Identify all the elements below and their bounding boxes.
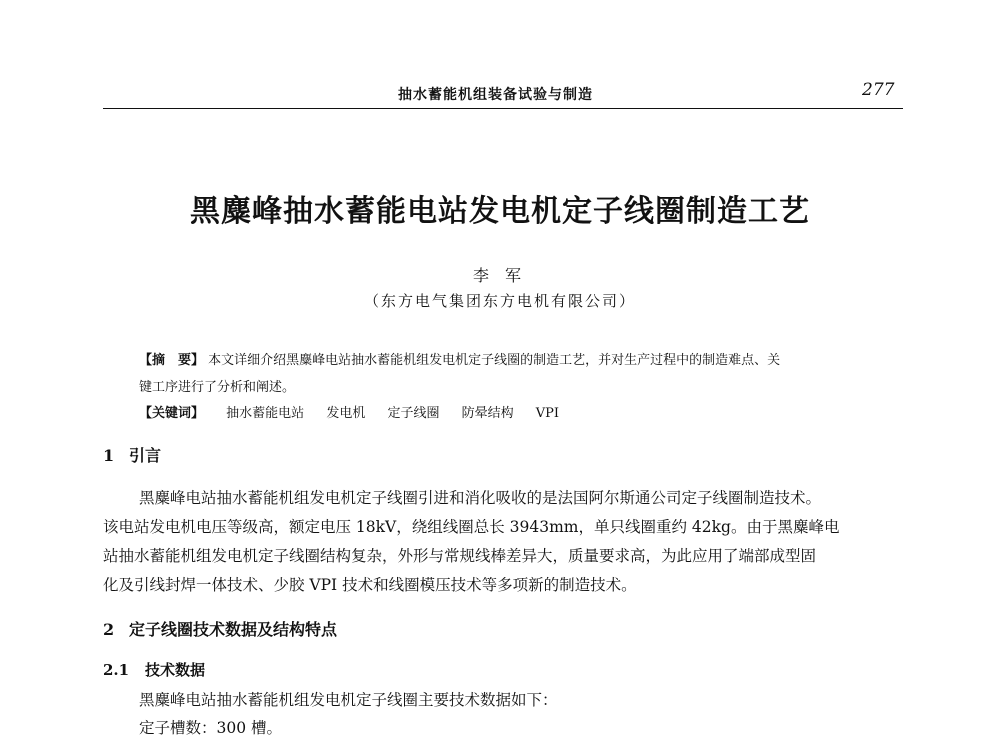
keyword-item: VPI [535,406,560,421]
keyword-item: 定子线圈 [387,406,440,421]
header-rule [103,108,903,109]
section-title: 引言 [129,446,162,465]
paragraph-line: 该电站发电机电压等级高，额定电压 18kV，绕组线圈总长 3943mm，单只线圈重约 42kg。由于黑麋峰电 [103,518,840,536]
paragraph-line: 定子槽数：300 槽。 [139,719,283,737]
page-number: 277 [862,80,895,100]
subsection-2-1-heading [103,659,205,680]
paragraph-line: 站抽水蓄能机组发电机定子线圈结构复杂，外形与常规线棒差异大，质量要求高，为此应用了端部成型固 [103,547,817,565]
abstract-text-line2: 键工序进行了分析和阐述。 [139,380,296,395]
subsection-number: 2.1 [103,661,130,679]
section-1-heading [103,443,161,466]
keywords [139,402,559,421]
paragraph-line: 黑麋峰电站抽水蓄能机组发电机定子线圈引进和消化吸收的是法国阿尔斯通公司定子线圈制造技术。 [139,489,822,507]
section-title: 定子线圈技术数据及结构特点 [129,620,338,639]
article-title: 黑麋峰抽水蓄能电站发电机定子线圈制造工艺 [190,194,810,229]
abstract-text-line1: 本文详细介绍黑麋峰电站抽水蓄能机组发电机定子线圈的制造工艺，并对生产过程中的制造难点、关 [208,353,781,368]
abstract-label: 【摘 要】 [139,353,205,368]
subsection-title: 技术数据 [145,661,206,679]
keyword-item: 抽水蓄能电站 [226,406,305,421]
running-header-title: 抽水蓄能机组装备试验与制造 [398,87,593,103]
section-number: 2 [103,620,115,639]
keyword-item: 防晕结构 [461,406,514,421]
author-affiliation: （东方电气集团东方电机有限公司） [363,292,636,310]
abstract [139,349,780,368]
keywords-label: 【关键词】 [139,406,205,421]
paragraph-line: 黑麋峰电站抽水蓄能机组发电机定子线圈主要技术数据如下： [139,691,558,709]
section-number: 1 [103,446,115,465]
keyword-item: 发电机 [326,406,366,421]
author-name: 李军 [472,266,537,285]
paragraph-line: 化及引线封焊一体技术、少胶 VPI 技术和线圈模压技术等多项新的制造技术。 [103,576,637,594]
section-2-heading [103,617,337,640]
